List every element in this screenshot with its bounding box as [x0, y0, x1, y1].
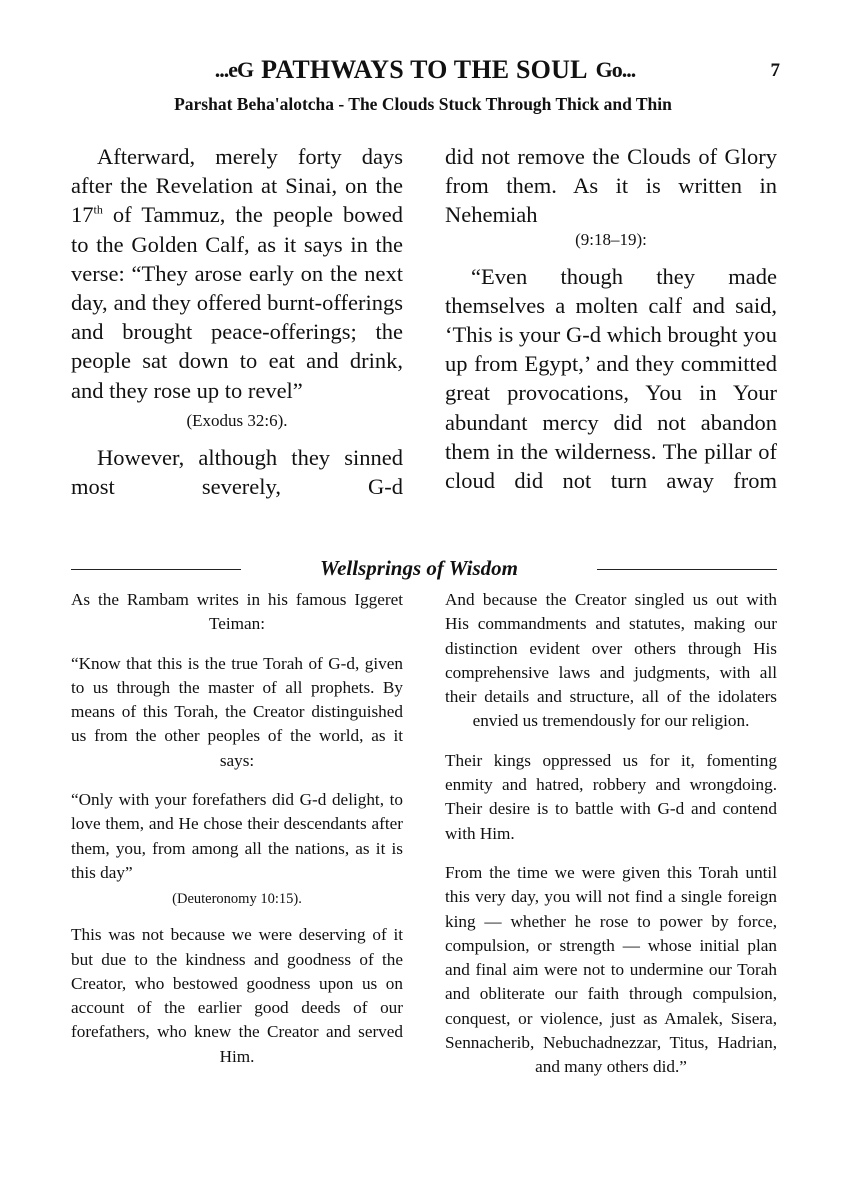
- section-column-right: [445, 588, 777, 1095]
- ornament-left-icon: ...eG: [214, 57, 254, 82]
- page-number: 7: [770, 60, 780, 81]
- section-left-paragraph-4: This was not because we were deserving of it but due to the kindness and goodness of the Creator, who bestowed goodness upon us on account of the earlier good deeds of our forefathers, who knew the Creator and served Him.: [71, 925, 403, 1066]
- ornament-right-icon: Go...: [595, 57, 636, 82]
- header-title-line: [130, 52, 720, 88]
- section-left-paragraph-3: “Only with your forefathers did G-d delight, to love them, and He chose their descendants after them, you, from among all the nations, as it is this day”: [71, 790, 403, 882]
- section-left-paragraph-1: As the Rambam writes in his famous Iggeret Teiman:: [71, 590, 403, 634]
- section-right-paragraph-3: From the time we were given this Torah until this very day, you will not find a single foreign king — whether he rose to power by force, compulsion, or strength — whose initial plan and final aim were not to undermine our Torah and obliterate our faith through compulsion, conquest, or violence, just as Amalek, Sisera, Sennacherib, Nebuchadnezzar, Titus, Hadrian, and many others did.”: [445, 862, 777, 1077]
- page-subtitle: Parshat Beha'alotcha - The Clouds Stuck Through Thick and Thin: [174, 94, 672, 114]
- main-article: [71, 142, 777, 537]
- main-column-right: [445, 142, 777, 501]
- page-header: [0, 52, 846, 92]
- section-left-paragraph-2: “Know that this is the true Torah of G-d, given to us through the master of all prophets. By means of this Torah, the Creator distinguished us from the other peoples of the world, as it says:: [71, 653, 403, 770]
- main-paragraph-3: did not remove the Clouds of Glory from them. As it is written in Nehemiah: [445, 144, 777, 228]
- section-divider: [71, 556, 777, 584]
- citation-deuteronomy: (Deuteronomy 10:15).: [172, 891, 302, 908]
- divider-rule-right: [597, 569, 777, 570]
- divider-rule-left: [71, 569, 241, 570]
- citation-exodus: (Exodus 32:6).: [186, 410, 288, 430]
- main-paragraph-2: However, although they sinned most severely, G-d: [71, 444, 403, 500]
- citation-nehemiah: (9:18–19):: [575, 229, 647, 249]
- section-right-paragraph-2: Their kings oppressed us for it, fomenting enmity and hatred, robbery and wrongdoing. Their desire is to battle with G-d and contend with Him.: [445, 750, 777, 843]
- section-column-left: [71, 588, 403, 1084]
- section-title: Wellsprings of Wisdom: [320, 556, 518, 580]
- section-right-paragraph-1: And because the Creator singled us out with His commandments and statutes, making our distinction evident over others through His comprehensive laws and judgments, with all their details and structure, all of the idolaters envied us tremendously for our religion.: [445, 590, 777, 731]
- wellsprings-section: [71, 588, 777, 1128]
- main-paragraph-4: “Even though they made themselves a molten calf and said, ‘This is your G-d which brought you up from Egypt,’ and they committed great provocations, You in Your abundant mercy did not abandon them in the wilderness. The pillar of cloud did not turn away from: [445, 263, 777, 494]
- main-paragraph-1: Afterward, merely forty days after the Revelation at Sinai, on the 17th of Tammuz, the people bowed to the Golden Calf, as it says in the verse: “They arose early on the next day, and they offered burnt-offerings and brought peace-offerings; the people sat down to eat and drink, and they rose up to revel”: [71, 144, 403, 403]
- main-column-left: [71, 142, 403, 507]
- page-title: PATHWAYS TO THE SOUL: [261, 55, 588, 84]
